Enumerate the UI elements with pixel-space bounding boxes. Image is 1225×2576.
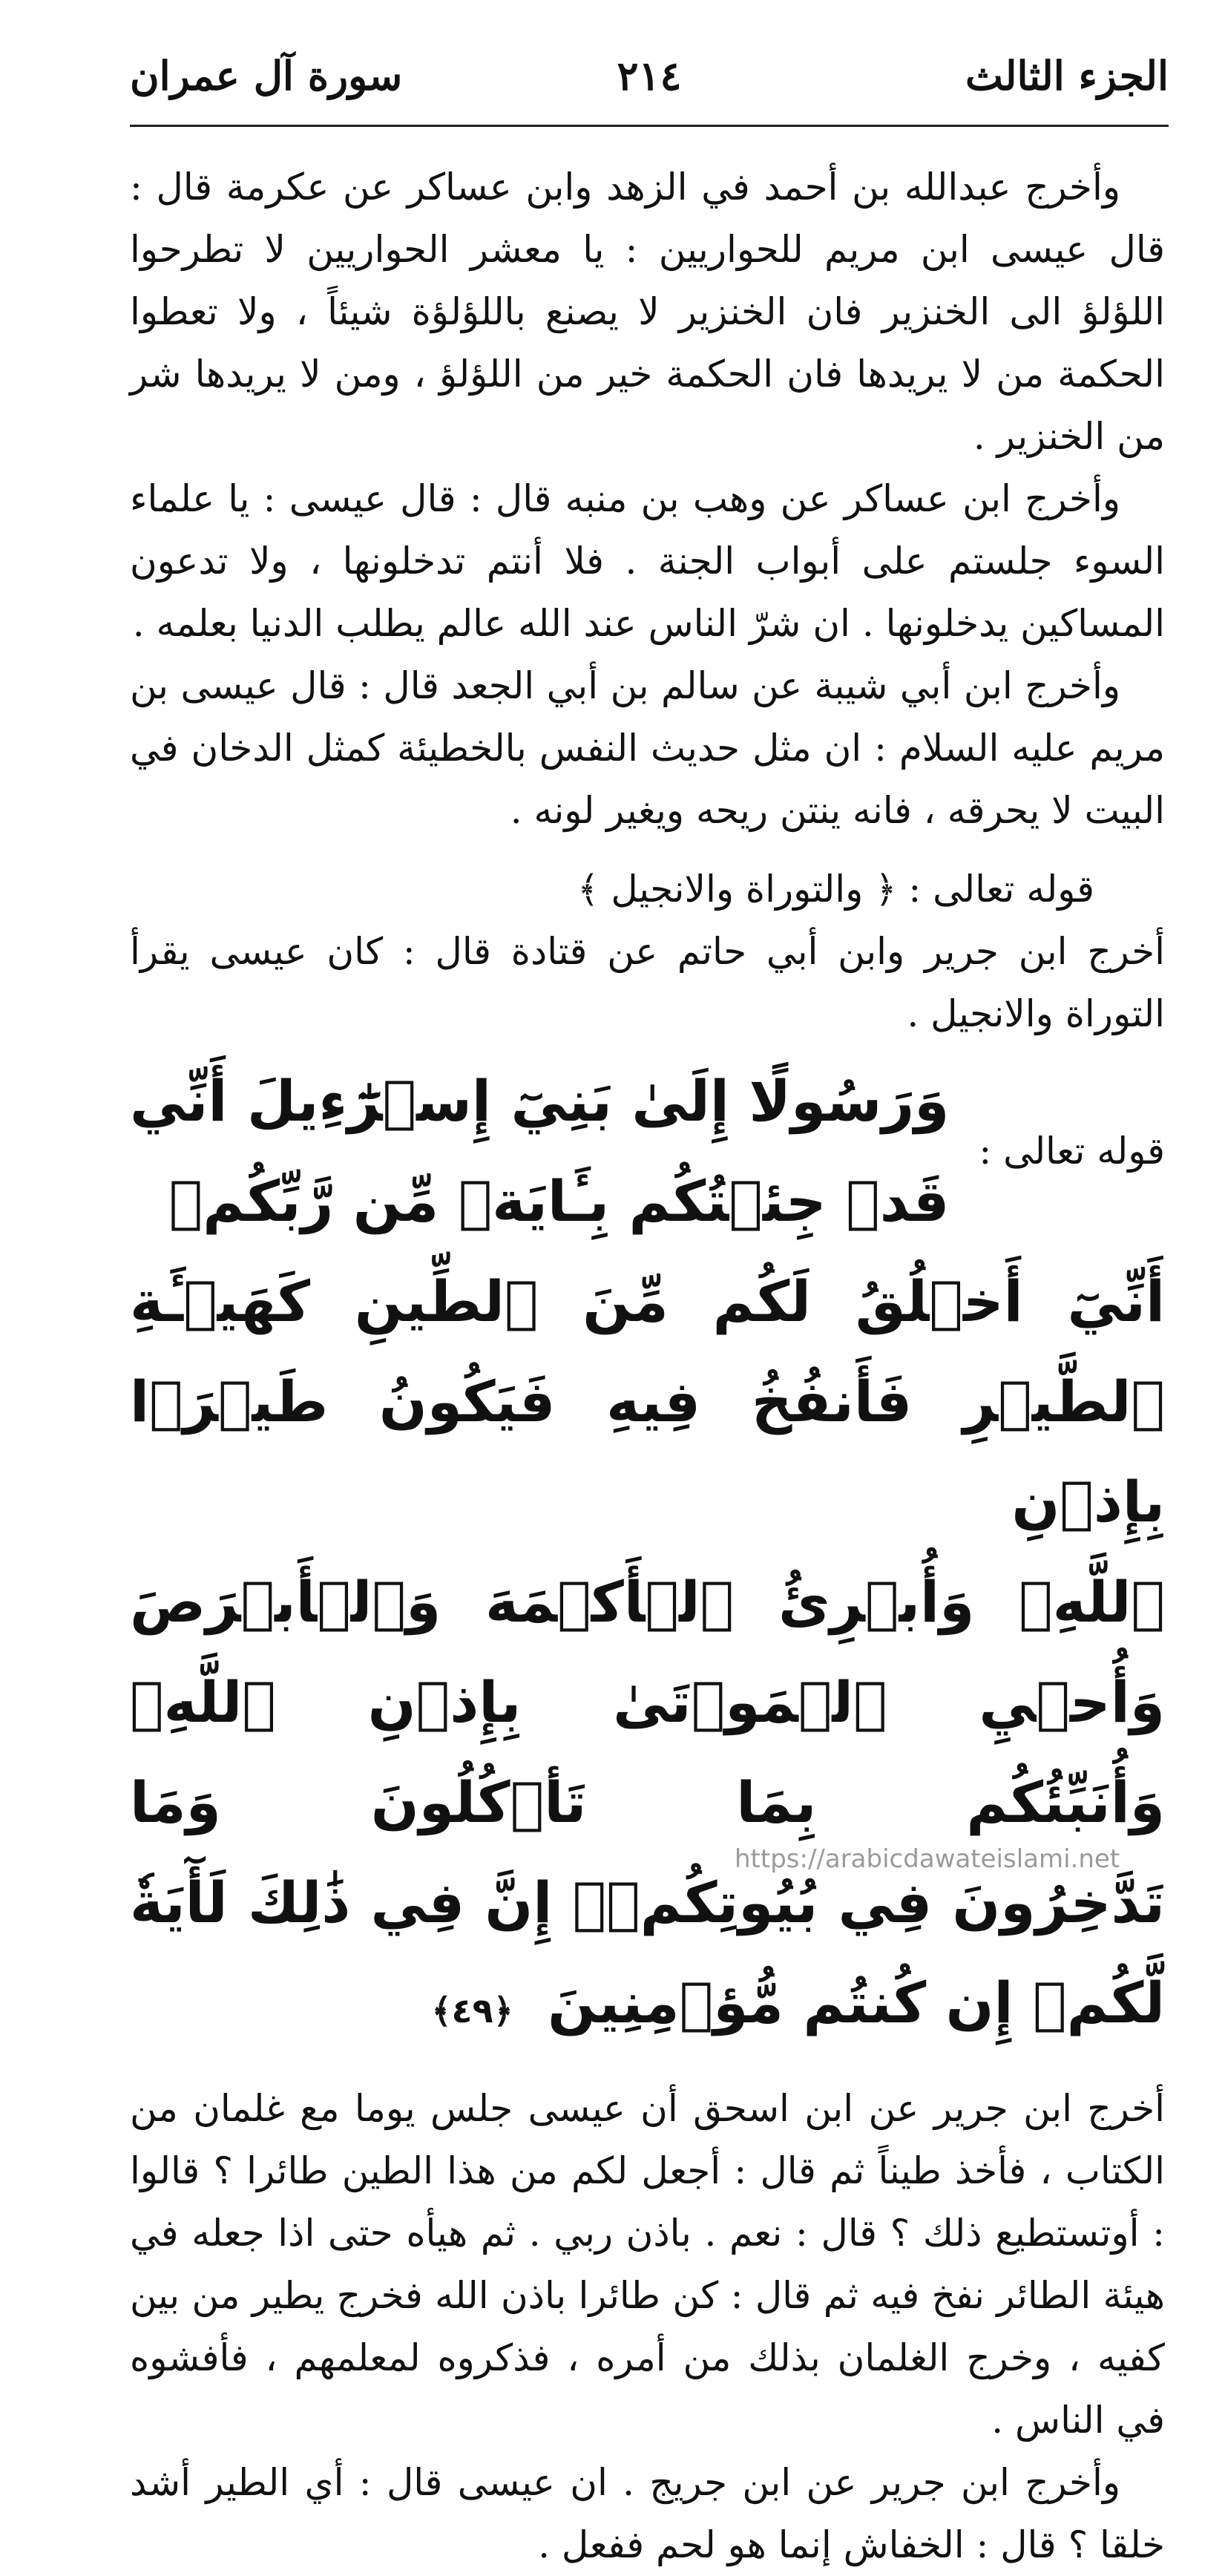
ayah-number-marker: ﴿٤٩﴾: [431, 1990, 513, 2031]
ayah-line-4-wrap: [130, 1852, 1165, 2061]
page-body: [130, 156, 1165, 2576]
paragraph-wahb: وأخرج ابن عساكر عن وهب بن منبه قال : قال عيسى : يا علماء السوء جلستم على أبواب الجنة . فلا أنتم تدخلونها ، ولا تدعون المساكين يدخلونها . ان شرّ الناس عند الله عالم يطلب الدنيا بعلمه .: [130, 477, 1165, 645]
ayah-line-2: أَنِّيٓ أَخۡلُقُ لَكُم مِّنَ ٱلطِّينِ كَهَيۡـَٔةِ ٱلطَّيۡرِ فَأَنفُخُ فِيهِ فَيَكُونُ طَيۡرَۢا بِإِذۡنِ: [130, 1268, 1165, 1535]
ayah-line-3: ٱللَّهِۖ وَأُبۡرِئُ ٱلۡأَكۡمَهَ وَٱلۡأَبۡرَصَ وَأُحۡيِ ٱلۡمَوۡتَىٰ بِإِذۡنِ ٱللَّهِۖ وَأُنَبِّئُكُم بِمَا تَأۡكُلُونَ وَمَا: [130, 1569, 1165, 1835]
paragraph-ibn-jurayj: وأخرج ابن جرير عن ابن جريج . ان عيسى قال : أي الطير أشد خلقا ؟ قال : الخفاش إنما هو لحم ففعل .: [130, 2461, 1165, 2566]
paragraph-ikrimah: وأخرج عبدالله بن أحمد في الزهد وابن عساكر عن عكرمة قال : قال عيسى ابن مريم للحواريين : يا معشر الحواريين لا تطرحوا اللؤلؤ الى الخنزير فان الخنزير لا يصنع باللؤلؤة شيئاً ، ولا تعطوا الحكمة من لا يريدها فان الحكمة خير من اللؤلؤ ، ومن لا يريدها شر من الخنزير .: [130, 165, 1165, 458]
page-header: [130, 45, 1169, 126]
paragraph-salim: وأخرج ابن أبي شيبة عن سالم بن أبي الجعد قال : قال عيسى بن مريم عليه السلام : ان مثل حديث النفس بالخطيئة كمثل الدخان في البيت لا يحرقه ، فانه ينتن ريحه ويغير لونه .: [130, 664, 1165, 832]
ayah-line-4: تَدَّخِرُونَ فِي بُيُوتِكُمۡۚ إِنَّ فِي ذَٰلِكَ لَأٓيَةٗ لَّكُمۡ إِن كُنتُم مُّؤۡمِنِينَ: [130, 1869, 1165, 2036]
ayah-heading-label: قوله تعالى :: [979, 1130, 1165, 1173]
ayah-line-1: وَرَسُولًا إِلَىٰ بَنِيٓ إِسۡرَٰٓءِيلَ أَنِّي قَدۡ جِئۡتُكُم بِـَٔايَةٖ مِّن رَّبِّكُمۡ: [130, 1068, 950, 1234]
ayah-intro: [130, 1051, 1165, 1251]
surah-title: سورة آل عمران: [130, 52, 403, 99]
paragraph-qatadah: أخرج ابن جرير وابن أبي حاتم عن قتادة قال : كان عيسى يقرأ التوراة والانجيل .: [130, 930, 1165, 1035]
part-title: الجزء الثالث: [965, 52, 1169, 99]
header-divider: [130, 125, 1169, 127]
paragraph-ibn-ishaq: أخرج ابن جرير عن ابن اسحق أن عيسى جلس يوما مع غلمان من الكتاب ، فأخذ طيناً ثم قال : أجعل لكم من هذا الطين طائرا ؟ قالوا : أوتستطيع ذلك ؟ قال : نعم . باذن ربي . ثم هيأه حتى اذا جعله في هيئة الطائر نفخ فيه ثم قال : كن طائرا باذن الله فخرج يطير من بين كفيه ، وخرج الغلمان بذلك من أمره ، فذكروه لمعلمهم ، فأفشوه في الناس .: [130, 2087, 1165, 2442]
spacer: [130, 2061, 1165, 2077]
site-watermark: https://arabicdawateislami.net: [735, 1844, 1120, 1874]
heading-torah-injil: قوله تعالى : ﴿ والتوراة والانجيل ﴾: [577, 868, 1094, 911]
page-number: ٢١٤: [617, 52, 682, 99]
